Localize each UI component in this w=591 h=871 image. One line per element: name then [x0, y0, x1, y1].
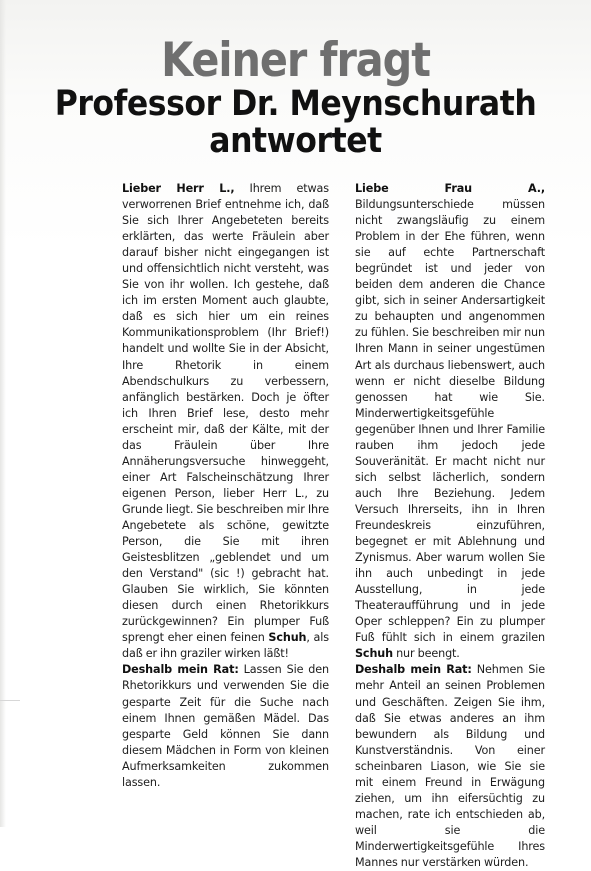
letter-answer-left [122, 181, 329, 662]
letter-column-right [355, 181, 545, 871]
advice-label-right: Deshalb mein Rat: [355, 663, 472, 677]
advice-right [355, 662, 545, 871]
advice-left [122, 662, 329, 790]
letter-answer-right [355, 181, 545, 662]
salutation-left: Lieber Herr L., [122, 182, 235, 195]
salutation-right: Liebe Frau A., [355, 182, 545, 195]
advice-label-left: Deshalb mein Rat: [122, 663, 239, 677]
article-header [0, 33, 591, 161]
letter-column-left [122, 181, 329, 791]
emphasis-right: Schuh [355, 647, 393, 661]
advice-text-right: Nehmen Sie mehr Anteil an seinen Problemen und Geschäften. Zeigen Sie ihm, daß Sie etwas anderes an ihm bewundern als Bildung und Kunstverständnis. Von einer scheinbaren Liason, wie Sie sie mit einem Freund in Erwägung ziehen, um ihn eifersüchtig zu machen, rate ich entschieden ab, weil sie die Minderwertigkeitsgefühle Ihres Mannes nur verstärken würden. [355, 663, 545, 869]
emphasis-left: Schuh [268, 631, 307, 645]
advice-text-left: Lassen Sie den Rhetorikkurs und verwenden Sie die gesparte Zeit für die Suche nach einem Ihnen gemäßen Mädel. Das gesparte Geld können Sie dann diesem Mädchen in Form von kleinen Aufmerksamkeiten zukommen lassen. [122, 663, 329, 789]
body-right-part-1: Bildungsunterschiede müssen nicht zwangsläufig zu einem Problem in der Ehe führen, wenn sie auf echte Partnerschaft begründet ist und jeder von beiden dem anderen die Chance gibt, sich in seiner Andersartigkeit zu behaupten und angenommen zu fühlen. Sie beschreiben mir nun Ihren Mann in seiner ungestümen Art als durchaus liebenswert, auch wenn er nicht dieselbe Bildung genossen hat wie Sie. Minderwertigkeitsgefühle gegenüber Ihnen und Ihrer Familie rauben ihm jedoch jede Souveränität. Er macht nicht nur sich selbst lächerlich, sondern auch Ihre Beziehung. Jedem Versuch Ihrerseits, ihn in Ihren Freundeskreis einzuführen, begegnet er mit Ablehnung und Zynismus. Aber warum wollen Sie ihn auch unbedingt in jede Ausstellung, in jede Theateraufführung und in jede Oper schleppen? Ein zu plumper Fuß fühlt sich in einem grazilen [355, 198, 545, 645]
title-line-2: antwortet [209, 121, 382, 161]
body-right-part-2: nur beengt. [396, 647, 460, 661]
body-left-part-1: Ihrem etwas verworrenen Brief entnehme ich, daß Sie sich Ihrer Angebeteten bereits erklärten, das werte Fräulein aber darauf bisher nicht eingegangen ist und offensichtlich nicht versteht, was Sie von ihr wollen. Ich gestehe, daß ich im ersten Moment auch glaubte, daß es sich hier um ein reines Kommunikationsproblem (Ihr Brief!) handelt und wollte Sie in der Absicht, Ihre Rhetorik in einem Abendschulkurs zu verbessern, anfänglich bestärken. Doch je öfter ich Ihren Brief lese, desto mehr erscheint mir, daß der Kälte, mit der das Fräulein über Ihre Annäherungsversuche hinweggeht, einer Art Falscheinschätzung Ihrer eigenen Person, lieber Herr L., zu Grunde liegt. Sie beschreiben mir Ihre Angebetete als schöne, gewitzte Person, die Sie mit ihren Geistesblitzen „geblendet und um den Verstand" (sic !) gebracht hat. Glauben Sie wirklich, Sie könnten diesen durch einen Rhetorikkurs zurückgewinnen? Ein plumper Fuß sprengt eher einen feinen [122, 182, 329, 645]
page-fold-mark [0, 700, 20, 701]
body-left-part-2: , als daß er ihn graziler wirken läßt! [122, 631, 329, 661]
title-line-1: Professor Dr. Meynschurath [54, 84, 537, 124]
kicker-heading: Keiner fragt [161, 33, 430, 88]
